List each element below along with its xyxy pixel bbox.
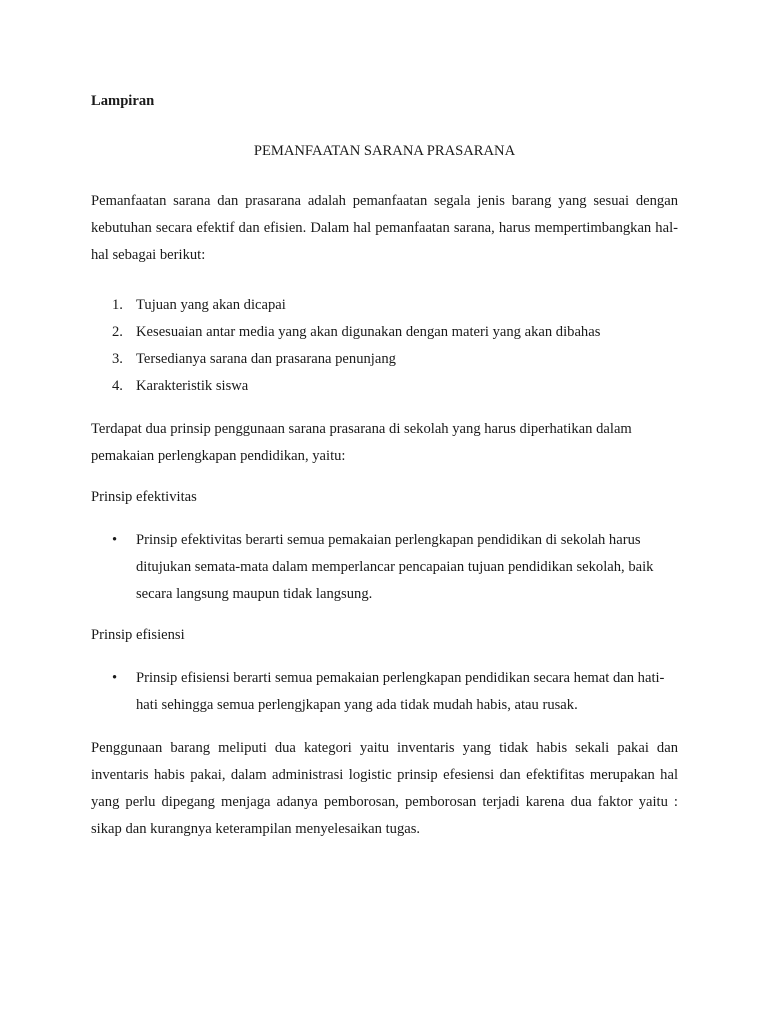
intro-paragraph: Pemanfaatan sarana dan prasarana adalah pemanfaatan segala jenis barang yang sesuai dengan kebutuhan secara efektif dan efisien. Dalam hal pemanfaatan sarana, harus mempertimbangkan hal-hal sebagai berikut: [91,193,678,263]
list-item [91,292,678,319]
document-page [91,88,678,843]
bullet-text: Prinsip efisiensi berarti semua pemakaian perlengkapan pendidikan secara hemat dan hati-hati sehingga semua perlengjkapan yang ada tidak mudah habis, atau rusak. [136,670,665,713]
list-item-text: Kesesuaian antar media yang akan digunakan dengan materi yang akan dibahas [136,324,601,340]
bullet-icon: • [112,532,118,548]
section-heading-efisiensi: Prinsip efisiensi [91,627,185,643]
list-number: 1. [112,297,123,313]
document-heading: Lampiran [91,93,155,109]
list-number: 4. [112,378,123,394]
efektivitas-bullet-list [91,527,678,608]
efisiensi-bullet-list [91,665,678,719]
list-number: 2. [112,324,123,340]
bullet-text: Prinsip efektivitas berarti semua pemakaian perlengkapan pendidikan di sekolah harus ditujukan semata-mata dalam memperlancar pencapaian tujuan pendidikan sekolah, baik secara langsung maupun tidak langsung. [136,532,654,602]
considerations-list [91,292,678,400]
list-item [91,346,678,373]
bullet-icon: • [112,670,118,686]
bullet-item [91,665,678,719]
section-heading-efektivitas: Prinsip efektivitas [91,489,197,505]
closing-paragraph: Penggunaan barang meliputi dua kategori yaitu inventaris yang tidak habis sekali pakai dan inventaris habis pakai, dalam administrasi logistic prinsip efesiensi dan efektifitas merupakan hal yang perlu dipegang menjaga adanya pemborosan, pemborosan terjadi karena dua faktor yaitu : sikap dan kurangnya keterampilan menyelesaikan tugas. [91,740,678,837]
list-item [91,373,678,400]
principles-intro-paragraph: Terdapat dua prinsip penggunaan sarana prasarana di sekolah yang harus diperhatikan dalam pemakaian perlengkapan pendidikan, yaitu: [91,421,632,464]
list-item-text: Tujuan yang akan dicapai [136,297,286,313]
document-title: PEMANFAATAN SARANA PRASARANA [253,143,516,159]
bullet-item [91,527,678,608]
list-item-text: Karakteristik siswa [136,378,249,394]
list-number: 3. [112,351,123,367]
list-item-text: Tersedianya sarana dan prasarana penunjang [136,351,396,367]
list-item [91,319,678,346]
